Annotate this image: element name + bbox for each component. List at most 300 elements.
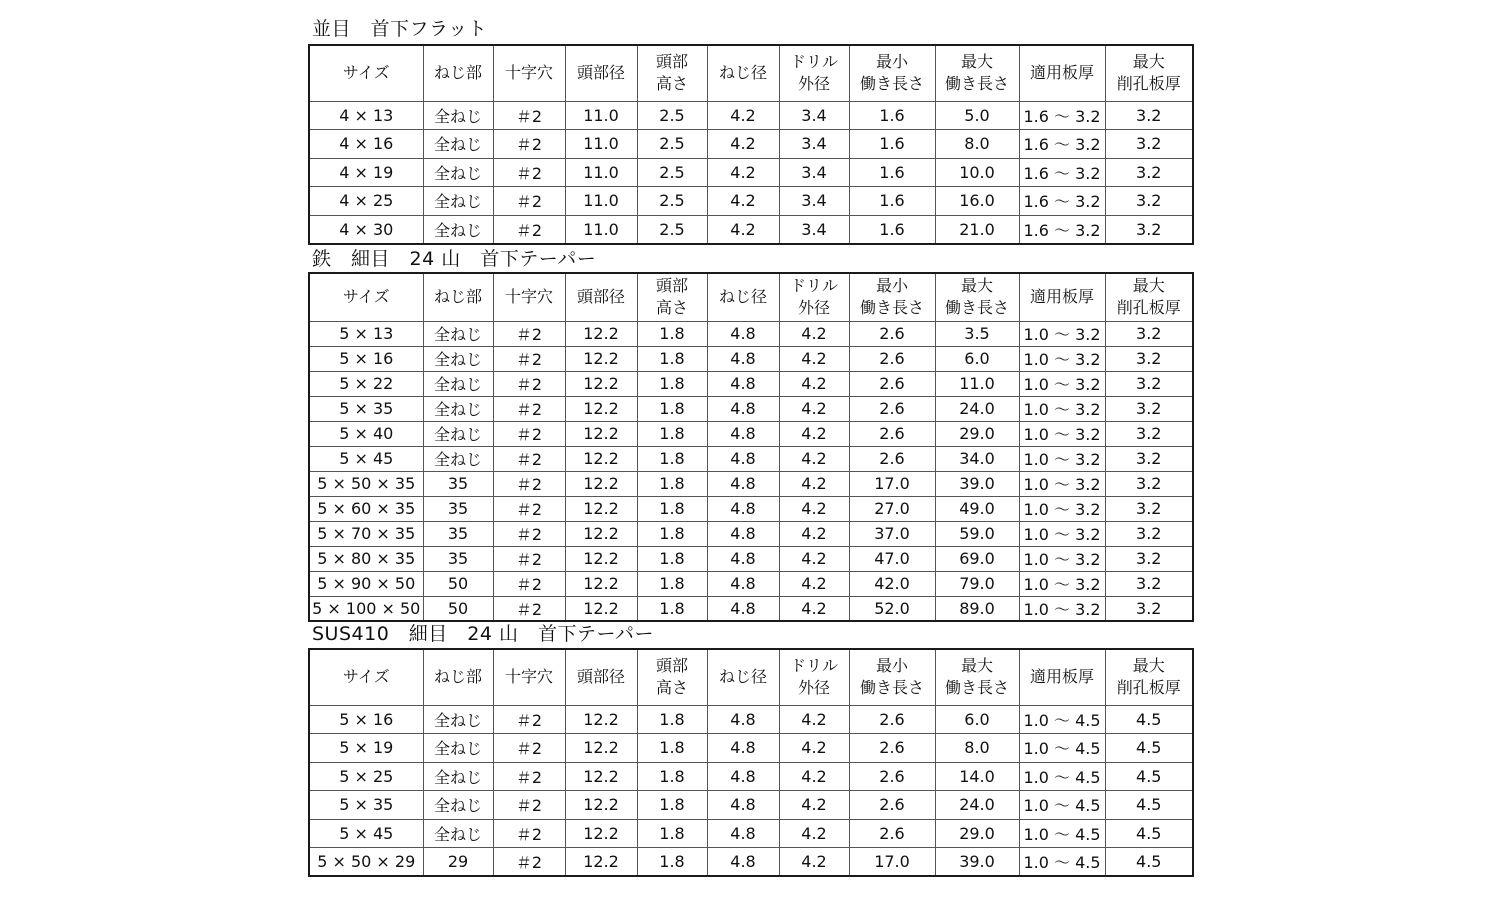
section-coarse-flat: [308, 18, 1192, 246]
cell-size: 5 × 45: [309, 819, 423, 848]
cell-max-drilling-plate-thickness: 3.2: [1105, 396, 1193, 421]
cell-thread-diameter: 4.8: [707, 471, 779, 496]
cell-head-height: 2.5: [637, 101, 707, 130]
cell-max-working-length: 49.0: [935, 496, 1019, 521]
cell-thread-length: 29: [423, 848, 493, 877]
cell-min-working-length: 37.0: [849, 521, 935, 546]
cell-head-diameter: 12.2: [565, 571, 637, 596]
cell-max-drilling-plate-thickness: 3.2: [1105, 321, 1193, 346]
header-head-height: [637, 45, 707, 101]
cell-applicable-plate-thickness: 1.6 ～ 3.2: [1019, 187, 1105, 216]
cell-max-working-length: 59.0: [935, 521, 1019, 546]
cell-thread-diameter: 4.8: [707, 596, 779, 621]
cell-max-drilling-plate-thickness: 3.2: [1105, 471, 1193, 496]
cell-thread-diameter: 4.8: [707, 571, 779, 596]
header-line: 最大: [960, 656, 993, 676]
section-sus410-fine-taper: [308, 623, 1192, 879]
spec-table: [308, 272, 1194, 622]
cell-thread-length: 全ねじ: [423, 158, 493, 187]
table-row: [309, 596, 1193, 621]
cell-thread-diameter: 4.8: [707, 396, 779, 421]
table-row: [309, 215, 1193, 244]
cell-size: 5 × 90 × 50: [309, 571, 423, 596]
header-max-drilling-plate-thickness: [1105, 273, 1193, 321]
cell-thread-length: 35: [423, 471, 493, 496]
cell-max-working-length: 29.0: [935, 819, 1019, 848]
cell-size: 5 × 70 × 35: [309, 521, 423, 546]
cell-max-working-length: 6.0: [935, 705, 1019, 734]
cell-head-diameter: 12.2: [565, 734, 637, 763]
cell-size: 5 × 50 × 29: [309, 848, 423, 877]
header-max-working-length: [935, 273, 1019, 321]
cell-min-working-length: 2.6: [849, 396, 935, 421]
header-size: サイズ: [309, 45, 423, 101]
cell-min-working-length: 27.0: [849, 496, 935, 521]
table-row: [309, 546, 1193, 571]
cell-thread-diameter: 4.8: [707, 546, 779, 571]
cell-max-working-length: 11.0: [935, 371, 1019, 396]
cell-thread-diameter: 4.8: [707, 848, 779, 877]
header-line: 最大: [1132, 656, 1165, 676]
cell-head-height: 1.8: [637, 471, 707, 496]
cell-min-working-length: 52.0: [849, 596, 935, 621]
cell-size: 4 × 30: [309, 215, 423, 244]
header-line: ドリル: [789, 656, 838, 676]
cell-applicable-plate-thickness: 1.0 ～ 4.5: [1019, 762, 1105, 791]
cell-size: 5 × 100 × 50: [309, 596, 423, 621]
cell-head-height: 1.8: [637, 791, 707, 820]
cell-max-working-length: 6.0: [935, 346, 1019, 371]
cell-size: 5 × 19: [309, 734, 423, 763]
cell-cross-recess: ＃2: [493, 421, 565, 446]
cell-head-diameter: 11.0: [565, 101, 637, 130]
cell-drill-diameter: 4.2: [779, 596, 849, 621]
cell-max-drilling-plate-thickness: 3.2: [1105, 596, 1193, 621]
cell-cross-recess: ＃2: [493, 791, 565, 820]
cell-drill-diameter: 4.2: [779, 848, 849, 877]
cell-cross-recess: ＃2: [493, 705, 565, 734]
cell-head-height: 1.8: [637, 596, 707, 621]
cell-cross-recess: ＃2: [493, 158, 565, 187]
cell-thread-length: 35: [423, 546, 493, 571]
cell-head-diameter: 12.2: [565, 471, 637, 496]
header-cross-recess: 十字穴: [493, 273, 565, 321]
cell-max-working-length: 8.0: [935, 734, 1019, 763]
header-cross-recess: 十字穴: [493, 45, 565, 101]
cell-size: 5 × 80 × 35: [309, 546, 423, 571]
header-drill-diameter: [779, 649, 849, 705]
cell-max-drilling-plate-thickness: 4.5: [1105, 791, 1193, 820]
cell-cross-recess: ＃2: [493, 762, 565, 791]
cell-thread-length: 50: [423, 571, 493, 596]
cell-head-height: 1.8: [637, 734, 707, 763]
header-line: ドリル: [789, 276, 838, 296]
cell-max-drilling-plate-thickness: 4.5: [1105, 848, 1193, 877]
header-drill-diameter: [779, 45, 849, 101]
section-steel-fine-taper: [308, 248, 1192, 622]
cell-head-diameter: 12.2: [565, 371, 637, 396]
cell-thread-length: 全ねじ: [423, 371, 493, 396]
cell-thread-diameter: 4.8: [707, 321, 779, 346]
cell-thread-length: 全ねじ: [423, 396, 493, 421]
header-line: 働き長さ: [859, 298, 924, 318]
cell-drill-diameter: 4.2: [779, 471, 849, 496]
cell-min-working-length: 1.6: [849, 158, 935, 187]
cell-head-height: 1.8: [637, 321, 707, 346]
cell-thread-diameter: 4.2: [707, 101, 779, 130]
cell-head-diameter: 12.2: [565, 496, 637, 521]
header-thread-diameter: ねじ径: [707, 45, 779, 101]
cell-max-drilling-plate-thickness: 3.2: [1105, 158, 1193, 187]
cell-head-height: 1.8: [637, 762, 707, 791]
cell-head-height: 2.5: [637, 158, 707, 187]
cell-applicable-plate-thickness: 1.6 ～ 3.2: [1019, 158, 1105, 187]
header-thread-diameter: ねじ径: [707, 649, 779, 705]
cell-max-drilling-plate-thickness: 3.2: [1105, 546, 1193, 571]
header-line: 外径: [797, 678, 830, 698]
cell-applicable-plate-thickness: 1.0 ～ 3.2: [1019, 496, 1105, 521]
cell-head-height: 1.8: [637, 371, 707, 396]
cell-cross-recess: ＃2: [493, 371, 565, 396]
cell-size: 5 × 16: [309, 705, 423, 734]
cell-max-drilling-plate-thickness: 3.2: [1105, 215, 1193, 244]
header-min-working-length: [849, 45, 935, 101]
header-min-working-length: [849, 649, 935, 705]
cell-drill-diameter: 3.4: [779, 158, 849, 187]
cell-max-working-length: 14.0: [935, 762, 1019, 791]
cell-size: 5 × 35: [309, 396, 423, 421]
cell-cross-recess: ＃2: [493, 187, 565, 216]
table-row: [309, 819, 1193, 848]
cell-max-working-length: 24.0: [935, 791, 1019, 820]
header-thread-length: ねじ部: [423, 45, 493, 101]
cell-cross-recess: ＃2: [493, 819, 565, 848]
cell-size: 5 × 16: [309, 346, 423, 371]
cell-drill-diameter: 4.2: [779, 546, 849, 571]
cell-min-working-length: 1.6: [849, 215, 935, 244]
cell-thread-diameter: 4.8: [707, 421, 779, 446]
cell-max-working-length: 10.0: [935, 158, 1019, 187]
cell-drill-diameter: 4.2: [779, 571, 849, 596]
table-row: [309, 396, 1193, 421]
header-thread-diameter: ねじ径: [707, 273, 779, 321]
cell-max-drilling-plate-thickness: 3.2: [1105, 371, 1193, 396]
cell-head-height: 1.8: [637, 446, 707, 471]
cell-applicable-plate-thickness: 1.0 ～ 3.2: [1019, 446, 1105, 471]
cell-max-drilling-plate-thickness: 3.2: [1105, 496, 1193, 521]
cell-head-diameter: 12.2: [565, 819, 637, 848]
table-row: [309, 130, 1193, 159]
cell-drill-diameter: 3.4: [779, 101, 849, 130]
cell-drill-diameter: 4.2: [779, 446, 849, 471]
cell-head-diameter: 11.0: [565, 215, 637, 244]
header-line: 最大: [1132, 52, 1165, 72]
cell-min-working-length: 17.0: [849, 471, 935, 496]
cell-size: 5 × 45: [309, 446, 423, 471]
table-row: [309, 705, 1193, 734]
cell-min-working-length: 2.6: [849, 371, 935, 396]
cell-thread-length: 全ねじ: [423, 215, 493, 244]
cell-head-height: 1.8: [637, 571, 707, 596]
cell-max-working-length: 29.0: [935, 421, 1019, 446]
cell-drill-diameter: 4.2: [779, 496, 849, 521]
cell-drill-diameter: 4.2: [779, 421, 849, 446]
cell-max-drilling-plate-thickness: 4.5: [1105, 734, 1193, 763]
header-applicable-plate-thickness: 適用板厚: [1019, 273, 1105, 321]
cell-drill-diameter: 4.2: [779, 321, 849, 346]
header-line: 頭部: [655, 656, 688, 676]
cell-thread-diameter: 4.8: [707, 791, 779, 820]
cell-max-working-length: 24.0: [935, 396, 1019, 421]
cell-max-working-length: 3.5: [935, 321, 1019, 346]
cell-size: 4 × 19: [309, 158, 423, 187]
cell-thread-length: 全ねじ: [423, 321, 493, 346]
cell-head-diameter: 12.2: [565, 546, 637, 571]
table-row: [309, 101, 1193, 130]
header-line: 最大: [1132, 276, 1165, 296]
cell-cross-recess: ＃2: [493, 471, 565, 496]
table-row: [309, 446, 1193, 471]
cell-drill-diameter: 4.2: [779, 791, 849, 820]
cell-cross-recess: ＃2: [493, 496, 565, 521]
header-line: 働き長さ: [859, 678, 924, 698]
cell-head-diameter: 12.2: [565, 762, 637, 791]
cell-head-diameter: 12.2: [565, 346, 637, 371]
cell-applicable-plate-thickness: 1.0 ～ 3.2: [1019, 346, 1105, 371]
cell-head-diameter: 12.2: [565, 848, 637, 877]
cell-applicable-plate-thickness: 1.6 ～ 3.2: [1019, 130, 1105, 159]
cell-max-working-length: 39.0: [935, 471, 1019, 496]
cell-max-drilling-plate-thickness: 4.5: [1105, 819, 1193, 848]
cell-applicable-plate-thickness: 1.0 ～ 3.2: [1019, 421, 1105, 446]
section-title: 並目 首下フラット: [312, 18, 488, 40]
table-row: [309, 371, 1193, 396]
cell-head-height: 1.8: [637, 496, 707, 521]
cell-cross-recess: ＃2: [493, 130, 565, 159]
cell-max-working-length: 16.0: [935, 187, 1019, 216]
header-max-drilling-plate-thickness: [1105, 45, 1193, 101]
cell-head-height: 1.8: [637, 521, 707, 546]
spec-table: [308, 44, 1194, 245]
cell-thread-length: 全ねじ: [423, 421, 493, 446]
cell-thread-diameter: 4.8: [707, 371, 779, 396]
header-applicable-plate-thickness: 適用板厚: [1019, 649, 1105, 705]
table-row: [309, 421, 1193, 446]
cell-cross-recess: ＃2: [493, 571, 565, 596]
cell-thread-length: 全ねじ: [423, 130, 493, 159]
cell-size: 5 × 60 × 35: [309, 496, 423, 521]
header-line: 削孔板厚: [1116, 678, 1181, 698]
cell-min-working-length: 2.6: [849, 346, 935, 371]
cell-head-diameter: 11.0: [565, 187, 637, 216]
cell-applicable-plate-thickness: 1.0 ～ 3.2: [1019, 471, 1105, 496]
cell-thread-length: 35: [423, 521, 493, 546]
cell-thread-length: 全ねじ: [423, 446, 493, 471]
table-row: [309, 158, 1193, 187]
cell-drill-diameter: 4.2: [779, 521, 849, 546]
cell-max-working-length: 69.0: [935, 546, 1019, 571]
header-line: 頭部: [655, 276, 688, 296]
cell-size: 5 × 13: [309, 321, 423, 346]
cell-head-diameter: 11.0: [565, 158, 637, 187]
header-drill-diameter: [779, 273, 849, 321]
table-row: [309, 496, 1193, 521]
cell-cross-recess: ＃2: [493, 546, 565, 571]
cell-max-drilling-plate-thickness: 3.2: [1105, 446, 1193, 471]
header-line: 最大: [960, 276, 993, 296]
cell-size: 4 × 13: [309, 101, 423, 130]
cell-applicable-plate-thickness: 1.0 ～ 3.2: [1019, 371, 1105, 396]
cell-drill-diameter: 4.2: [779, 762, 849, 791]
cell-applicable-plate-thickness: 1.0 ～ 3.2: [1019, 321, 1105, 346]
cell-max-drilling-plate-thickness: 3.2: [1105, 130, 1193, 159]
cell-applicable-plate-thickness: 1.6 ～ 3.2: [1019, 215, 1105, 244]
header-row: [309, 273, 1193, 321]
cell-max-drilling-plate-thickness: 4.5: [1105, 705, 1193, 734]
cell-thread-diameter: 4.8: [707, 734, 779, 763]
cell-head-height: 2.5: [637, 187, 707, 216]
header-min-working-length: [849, 273, 935, 321]
header-size: サイズ: [309, 273, 423, 321]
cell-size: 5 × 35: [309, 791, 423, 820]
cell-max-working-length: 89.0: [935, 596, 1019, 621]
cell-cross-recess: ＃2: [493, 521, 565, 546]
cell-head-diameter: 11.0: [565, 130, 637, 159]
cell-drill-diameter: 4.2: [779, 819, 849, 848]
cell-cross-recess: ＃2: [493, 446, 565, 471]
header-line: ドリル: [789, 52, 838, 72]
header-head-diameter: 頭部径: [565, 45, 637, 101]
table-row: [309, 762, 1193, 791]
cell-thread-length: 50: [423, 596, 493, 621]
table-row: [309, 571, 1193, 596]
cell-head-diameter: 12.2: [565, 396, 637, 421]
cell-max-drilling-plate-thickness: 3.2: [1105, 571, 1193, 596]
cell-size: 4 × 16: [309, 130, 423, 159]
cell-thread-length: 全ねじ: [423, 762, 493, 791]
cell-min-working-length: 47.0: [849, 546, 935, 571]
cell-thread-length: 全ねじ: [423, 705, 493, 734]
header-head-diameter: 頭部径: [565, 649, 637, 705]
cell-cross-recess: ＃2: [493, 215, 565, 244]
cell-size: 5 × 25: [309, 762, 423, 791]
cell-head-height: 1.8: [637, 546, 707, 571]
header-thread-length: ねじ部: [423, 273, 493, 321]
cell-thread-diameter: 4.8: [707, 346, 779, 371]
cell-min-working-length: 2.6: [849, 791, 935, 820]
cell-applicable-plate-thickness: 1.0 ～ 4.5: [1019, 705, 1105, 734]
cell-cross-recess: ＃2: [493, 396, 565, 421]
table-row: [309, 734, 1193, 763]
cell-applicable-plate-thickness: 1.0 ～ 4.5: [1019, 848, 1105, 877]
cell-min-working-length: 42.0: [849, 571, 935, 596]
cell-thread-diameter: 4.8: [707, 446, 779, 471]
cell-drill-diameter: 4.2: [779, 396, 849, 421]
header-line: 最小: [875, 656, 908, 676]
header-line: 外径: [797, 74, 830, 94]
header-row: [309, 45, 1193, 101]
header-size: サイズ: [309, 649, 423, 705]
header-line: 働き長さ: [944, 74, 1009, 94]
header-line: 働き長さ: [859, 74, 924, 94]
header-line: 高さ: [655, 74, 688, 94]
cell-applicable-plate-thickness: 1.0 ～ 3.2: [1019, 521, 1105, 546]
cell-head-diameter: 12.2: [565, 321, 637, 346]
cell-cross-recess: ＃2: [493, 596, 565, 621]
cell-max-drilling-plate-thickness: 3.2: [1105, 346, 1193, 371]
cell-thread-length: 全ねじ: [423, 101, 493, 130]
cell-cross-recess: ＃2: [493, 321, 565, 346]
cell-max-working-length: 21.0: [935, 215, 1019, 244]
cell-max-drilling-plate-thickness: 3.2: [1105, 521, 1193, 546]
header-row: [309, 649, 1193, 705]
cell-drill-diameter: 3.4: [779, 215, 849, 244]
header-line: 働き長さ: [944, 298, 1009, 318]
cell-max-drilling-plate-thickness: 3.2: [1105, 101, 1193, 130]
cell-min-working-length: 2.6: [849, 762, 935, 791]
cell-max-working-length: 34.0: [935, 446, 1019, 471]
cell-max-drilling-plate-thickness: 3.2: [1105, 187, 1193, 216]
table-row: [309, 321, 1193, 346]
cell-cross-recess: ＃2: [493, 101, 565, 130]
cell-min-working-length: 1.6: [849, 187, 935, 216]
cell-thread-diameter: 4.8: [707, 762, 779, 791]
cell-head-diameter: 12.2: [565, 705, 637, 734]
cell-applicable-plate-thickness: 1.0 ～ 4.5: [1019, 734, 1105, 763]
cell-head-diameter: 12.2: [565, 791, 637, 820]
cell-thread-length: 全ねじ: [423, 734, 493, 763]
table-row: [309, 791, 1193, 820]
cell-min-working-length: 1.6: [849, 101, 935, 130]
cell-max-drilling-plate-thickness: 3.2: [1105, 421, 1193, 446]
header-max-drilling-plate-thickness: [1105, 649, 1193, 705]
cell-max-working-length: 8.0: [935, 130, 1019, 159]
cell-max-working-length: 79.0: [935, 571, 1019, 596]
cell-drill-diameter: 4.2: [779, 346, 849, 371]
header-applicable-plate-thickness: 適用板厚: [1019, 45, 1105, 101]
header-line: 削孔板厚: [1116, 74, 1181, 94]
cell-size: 4 × 25: [309, 187, 423, 216]
cell-drill-diameter: 3.4: [779, 187, 849, 216]
cell-applicable-plate-thickness: 1.0 ～ 3.2: [1019, 396, 1105, 421]
cell-cross-recess: ＃2: [493, 734, 565, 763]
cell-head-height: 1.8: [637, 848, 707, 877]
header-line: 働き長さ: [944, 678, 1009, 698]
header-line: 外径: [797, 298, 830, 318]
cell-head-height: 1.8: [637, 819, 707, 848]
cell-thread-diameter: 4.2: [707, 158, 779, 187]
cell-head-height: 1.8: [637, 705, 707, 734]
header-line: 高さ: [655, 298, 688, 318]
cell-head-height: 1.8: [637, 346, 707, 371]
cell-thread-length: 全ねじ: [423, 346, 493, 371]
cell-min-working-length: 2.6: [849, 819, 935, 848]
cell-drill-diameter: 3.4: [779, 130, 849, 159]
cell-applicable-plate-thickness: 1.0 ～ 3.2: [1019, 546, 1105, 571]
spec-table: [308, 648, 1194, 877]
table-row: [309, 471, 1193, 496]
cell-thread-length: 全ねじ: [423, 187, 493, 216]
cell-applicable-plate-thickness: 1.6 ～ 3.2: [1019, 101, 1105, 130]
cell-thread-diameter: 4.2: [707, 130, 779, 159]
cell-min-working-length: 2.6: [849, 734, 935, 763]
cell-min-working-length: 2.6: [849, 446, 935, 471]
cell-thread-length: 35: [423, 496, 493, 521]
cell-applicable-plate-thickness: 1.0 ～ 3.2: [1019, 571, 1105, 596]
cell-max-drilling-plate-thickness: 4.5: [1105, 762, 1193, 791]
cell-cross-recess: ＃2: [493, 346, 565, 371]
cell-thread-diameter: 4.2: [707, 215, 779, 244]
